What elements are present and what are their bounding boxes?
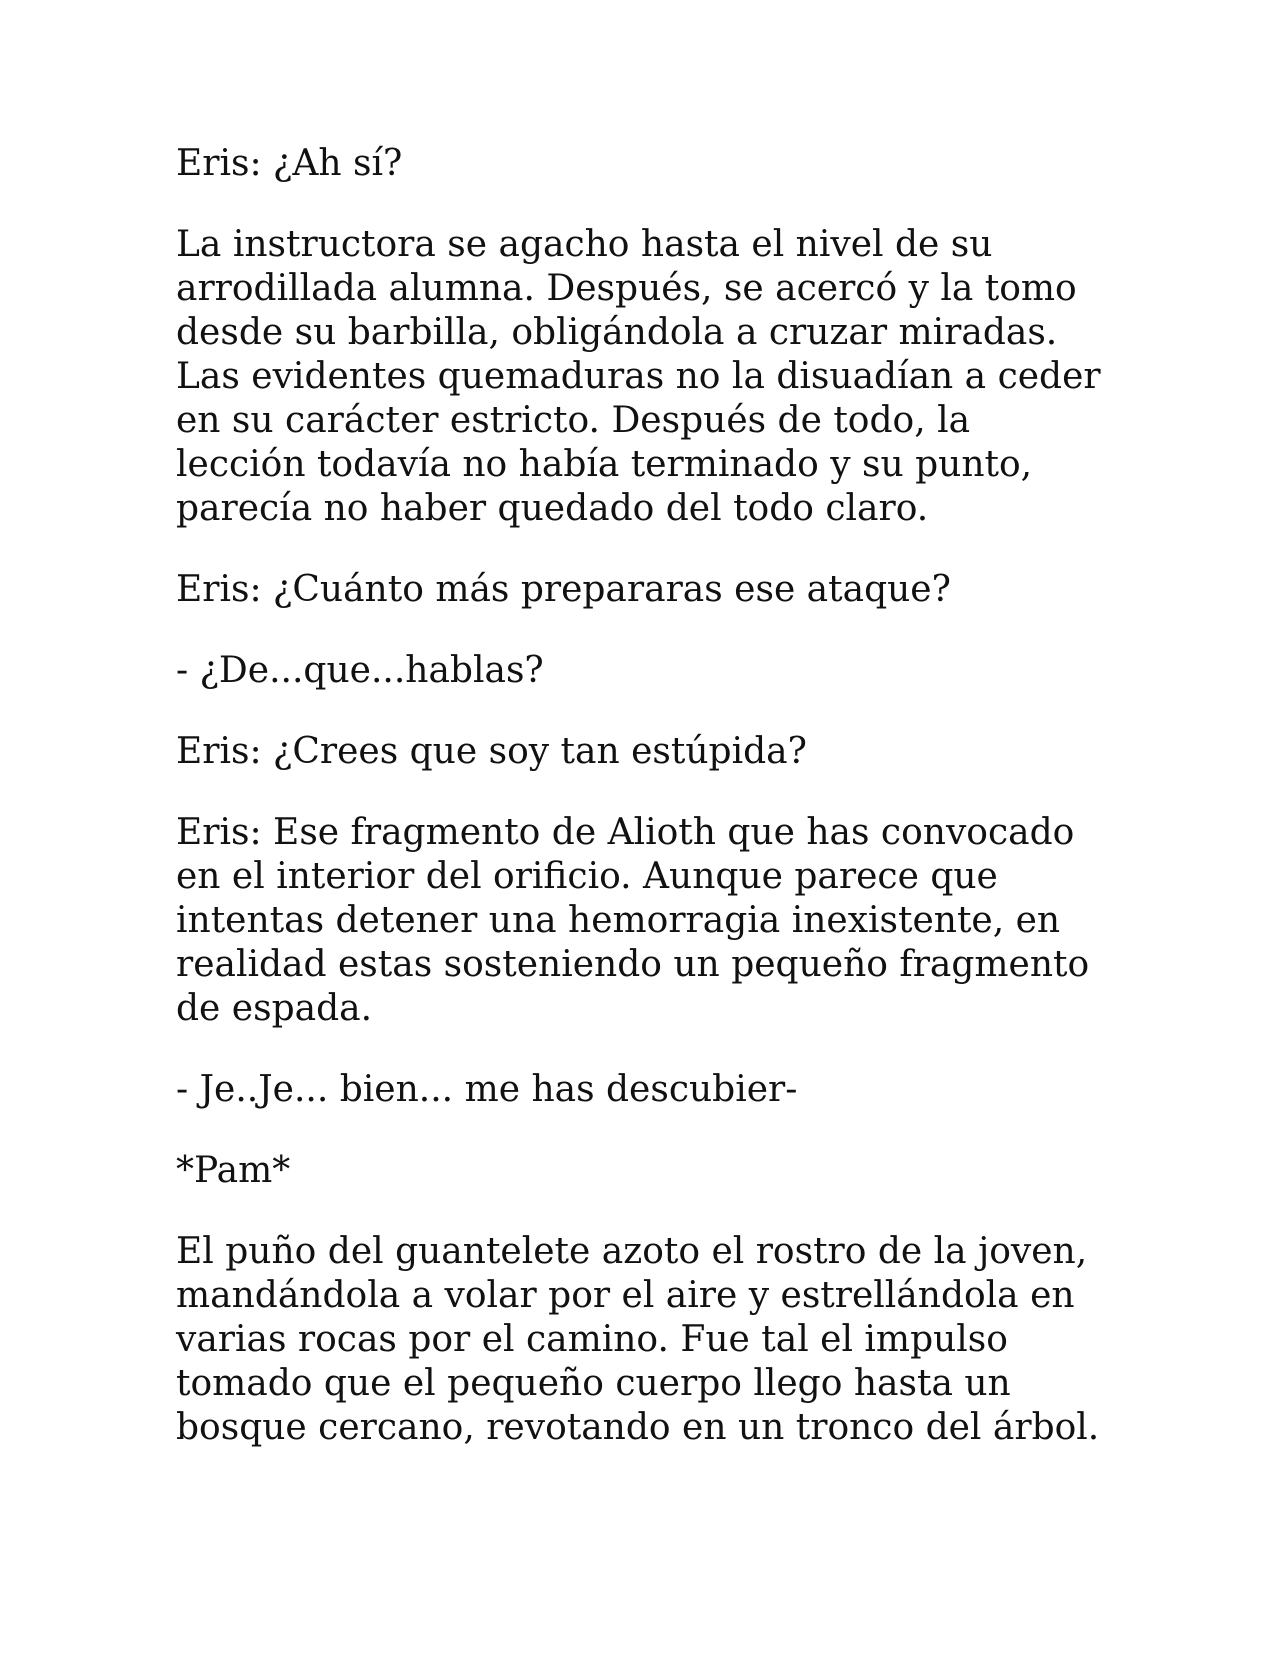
text-line: La instructora se agacho hasta el nivel de su — [176, 224, 993, 265]
text-line: Eris: ¿Crees que soy tan estúpida? — [176, 731, 807, 772]
narration-paragraph — [176, 223, 1116, 531]
text-line: Eris: ¿Cuánto más prepararas ese ataque? — [176, 569, 951, 610]
text-line: tomado que el pequeño cuerpo llego hasta un — [176, 1363, 1011, 1404]
text-line: Eris: ¿Ah sí? — [176, 143, 403, 184]
text-line: bosque cercano, revotando en un tronco del árbol. — [176, 1407, 1100, 1448]
text-line: lección todavía no había terminado y su punto, — [176, 444, 1033, 485]
text-line: - Je..Je... bien... me has descubier- — [176, 1069, 798, 1110]
text-line: mandándola a volar por el aire y estrellándola en — [176, 1275, 1075, 1316]
dialogue-paragraph — [176, 649, 1116, 693]
text-line: Eris: Ese fragmento de Alioth que has convocado — [176, 812, 1075, 853]
text-line: arrodillada alumna. Después, se acercó y la tomo — [176, 268, 1077, 309]
dialogue-paragraph — [176, 811, 1116, 1031]
text-line: parecía no haber quedado del todo claro. — [176, 488, 929, 529]
text-line: varias rocas por el camino. Fue tal el impulso — [176, 1319, 1008, 1360]
dialogue-paragraph — [176, 730, 1116, 774]
text-line: desde su barbilla, obligándola a cruzar miradas. — [176, 312, 1058, 353]
dialogue-paragraph — [176, 142, 1116, 186]
text-line: realidad estas sosteniendo un pequeño fragmento — [176, 944, 1090, 985]
text-line: en su carácter estricto. Después de todo, la — [176, 400, 971, 441]
dialogue-paragraph — [176, 568, 1116, 612]
text-line: en el interior del orificio. Aunque parece que — [176, 856, 998, 897]
story-text — [176, 142, 1116, 1487]
sound-effect-paragraph — [176, 1149, 1116, 1193]
text-line: *Pam* — [176, 1150, 291, 1191]
text-line: de espada. — [176, 988, 373, 1029]
dialogue-paragraph — [176, 1068, 1116, 1112]
text-line: intentas detener una hemorragia inexistente, en — [176, 900, 1061, 941]
narration-paragraph — [176, 1230, 1116, 1450]
text-line: El puño del guantelete azoto el rostro de la joven, — [176, 1231, 1088, 1272]
text-line: - ¿De...que...hablas? — [176, 650, 544, 691]
text-line: Las evidentes quemaduras no la disuadían a ceder — [176, 356, 1101, 397]
